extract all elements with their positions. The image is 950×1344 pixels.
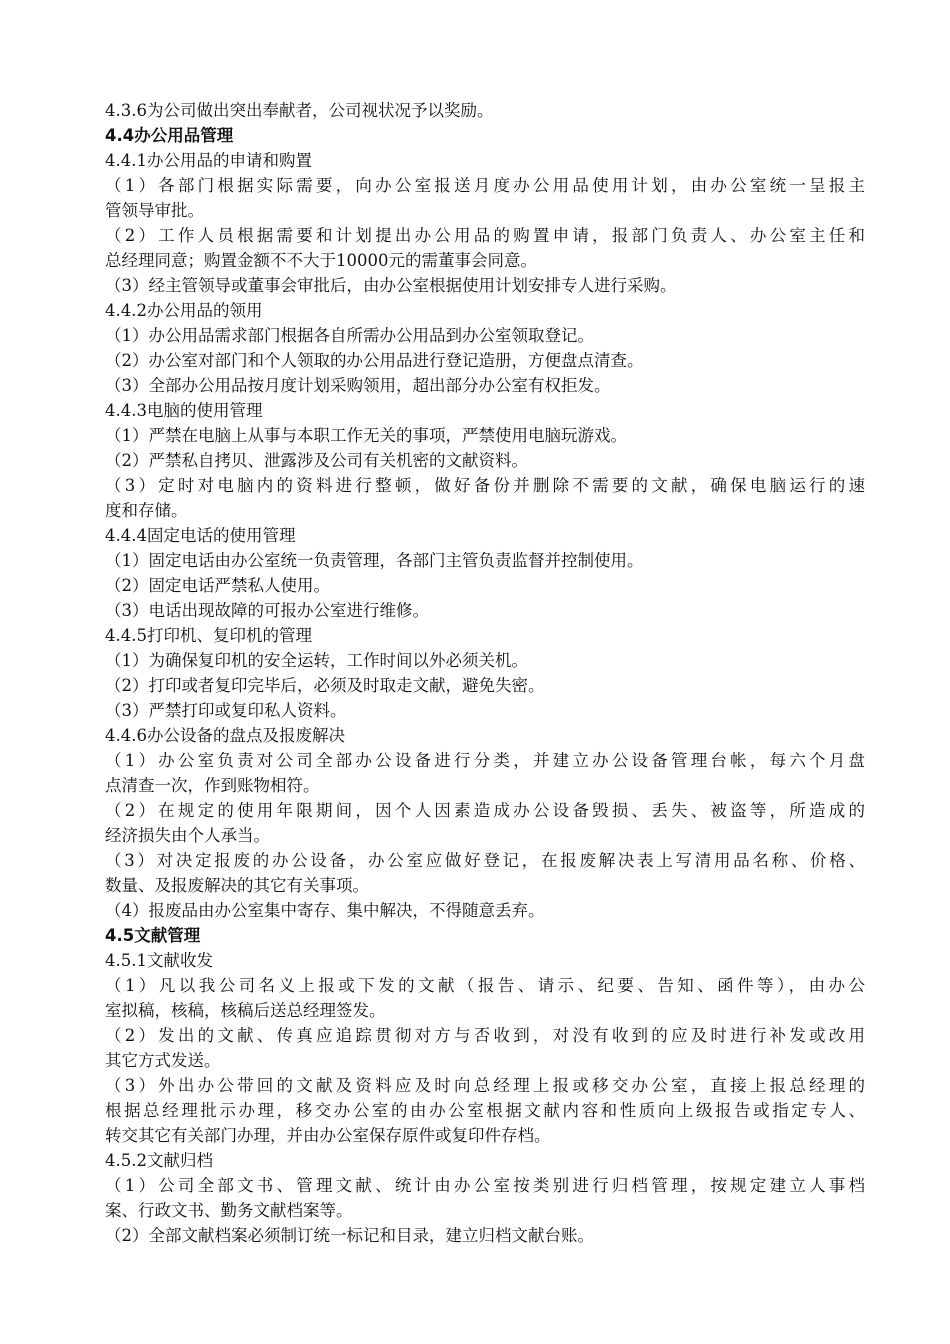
text-line: （1）各部门根据实际需要，向办公室报送月度办公用品使用计划，由办公室统一呈报主 [105,176,865,195]
text-line: （3）定时对电脑内的资料进行整顿，做好备份并删除不需要的文献，确保电脑运行的速 [105,476,865,495]
text-line: （1）凡以我公司名义上报或下发的文献（报告、请示、纪要、告知、函件等），由办公 [105,976,865,995]
text-line: （1）严禁在电脑上从事与本职工作无关的事项，严禁使用电脑玩游戏。 [105,426,627,445]
text-line: （3）对决定报废的办公设备，办公室应做好登记，在报废解决表上写清用品名称、价格、 [105,851,865,870]
text-line: （2）打印或者复印完毕后，必须及时取走文献，避免失密。 [105,676,545,695]
text-line: （2）在规定的使用年限期间，因个人因素造成办公设备毁损、丢失、被盗等，所造成的 [105,801,865,820]
subsection-heading: 4.4.3电脑的使用管理 [105,401,263,420]
subsection-heading: 4.4.5打印机、复印机的管理 [105,626,312,645]
section-heading: 4.5文献管理 [105,926,201,945]
text-line: （2）办公室对部门和个人领取的办公用品进行登记造册，方便盘点清查。 [105,351,644,370]
text-line: （3）经主管领导或董事会审批后，由办公室根据使用计划安排专人进行采购。 [105,276,677,295]
subsection-heading: 4.5.2文献归档 [105,1151,213,1170]
text-line: （4）报废品由办公室集中寄存、集中解决，不得随意丢弃。 [105,901,545,920]
text-line: （3）全部办公用品按月度计划采购领用，超出部分办公室有权拒发。 [105,376,611,395]
text-line: 点清查一次，作到账物相符。 [105,776,320,795]
text-line: 根据总经理批示办理，移交办公室的由办公室根据文献内容和性质向上级报告或指定专人、 [105,1101,865,1120]
text-line: （3）电话出现故障的可报办公室进行维修。 [105,601,429,620]
document-page [105,98,865,1248]
text-line: 总经理同意；购置金额不不大于10000元的需董事会同意。 [105,251,537,270]
text-line: （1）办公室负责对公司全部办公设备进行分类，并建立办公设备管理台帐，每六个月盘 [105,751,865,770]
subsection-heading: 4.4.6办公设备的盘点及报废解决 [105,726,345,745]
subsection-heading: 4.4.4固定电话的使用管理 [105,526,296,545]
text-line: （1）公司全部文书、管理文献、统计由办公室按类别进行归档管理，按规定建立人事档 [105,1176,865,1195]
text-line: （3）严禁打印或复印私人资料。 [105,701,347,720]
text-line: 案、行政文书、勤务文献档案等。 [105,1201,353,1220]
text-line: 室拟稿，核稿，核稿后送总经理签发。 [105,1001,386,1020]
text-line: 其它方式发送。 [105,1051,221,1070]
text-line: （2）发出的文献、传真应追踪贯彻对方与否收到，对没有收到的应及时进行补发或改用 [105,1026,865,1045]
text-line: （3）外出办公带回的文献及资料应及时向总经理上报或移交办公室，直接上报总经理的 [105,1076,865,1095]
section-heading: 4.4办公用品管理 [105,126,234,145]
text-line: 经济损失由个人承当。 [105,826,270,845]
text-line: （2）工作人员根据需要和计划提出办公用品的购置申请，报部门负责人、办公室主任和 [105,226,865,245]
text-line: （1）为确保复印机的安全运转，工作时间以外必须关机。 [105,651,528,670]
text-line: （2）全部文献档案必须制订统一标记和目录，建立归档文献台账。 [105,1226,594,1245]
text-line: （2）固定电话严禁私人使用。 [105,576,330,595]
subsection-heading: 4.5.1文献收发 [105,951,213,970]
subsection-heading: 4.4.1办公用品的申请和购置 [105,151,312,170]
text-line: （1）固定电话由办公室统一负责管理，各部门主管负责监督并控制使用。 [105,551,644,570]
text-line: 转交其它有关部门办理，并由办公室保存原件或复印件存档。 [105,1126,551,1145]
text-line: （1）办公用品需求部门根据各自所需办公用品到办公室领取登记。 [105,326,594,345]
text-line: （2）严禁私自拷贝、泄露涉及公司有关机密的文献资料。 [105,451,528,470]
text-line: 管领导审批。 [105,201,204,220]
subsection-heading: 4.4.2办公用品的领用 [105,301,263,320]
text-line: 4.3.6为公司做出突出奉献者，公司视状况予以奖励。 [105,101,494,120]
text-line: 数量、及报废解决的其它有关事项。 [105,876,369,895]
text-line: 度和存储。 [105,501,188,520]
